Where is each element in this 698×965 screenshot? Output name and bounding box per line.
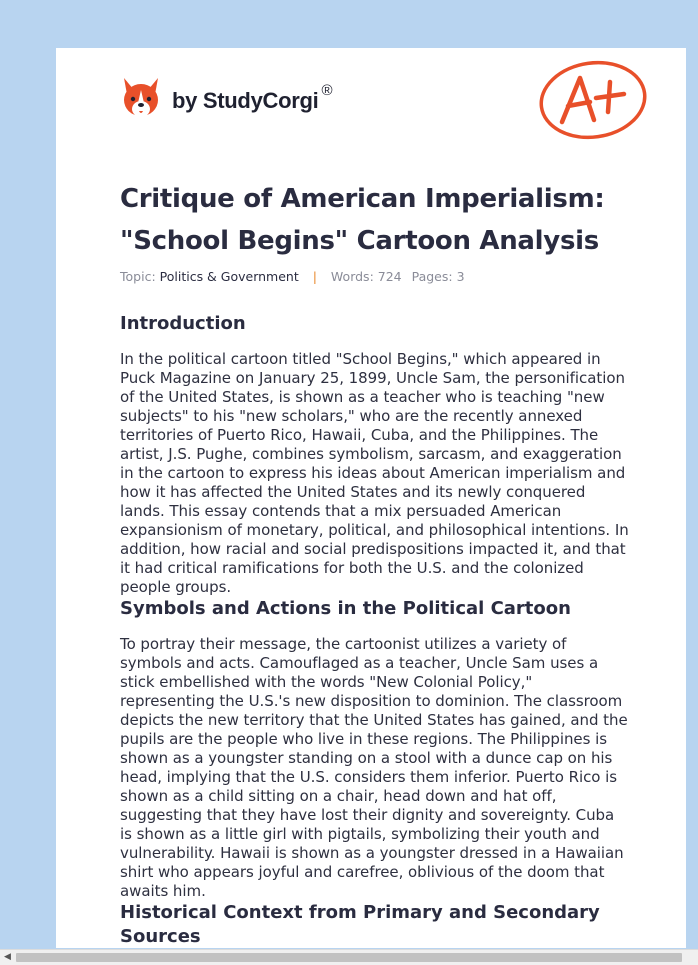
- registered-mark: ®: [321, 82, 333, 99]
- section-paragraph: To portray their message, the cartoonist utilizes a variety of symbols and acts. Camouflaged as a teacher, Uncle Sam uses a stick embellished with the words "New Colonial Policy," representing the U.S.'s new disposition to dominion. The classroom depicts the new territory that the United States has gained, and the pupils are the people who live in these regions. The Philippines is shown as a youngster standing on a stool with a dunce cap on his head, implying that the U.S. considers them inferior. Puerto Rico is shown as a child sitting on a chair, head down and hat off, suggesting that they have lost their dignity and sovereignty. Cuba is shown as a little girl with pigtails, symbolizing their youth and vulnerability. Hawaii is shown as a youngster dressed in a Hawaiian shirt who appears joyful and carefree, oblivious of the doom that awaits him.: [120, 635, 628, 900]
- scroll-left-arrow-icon[interactable]: ◀: [4, 952, 11, 962]
- words-count: 724: [377, 269, 402, 284]
- corgi-logo-icon: [120, 76, 162, 120]
- essay-content: [120, 312, 630, 948]
- pages-label: Pages:: [411, 269, 453, 284]
- brand-name: by StudyCorgi ®: [172, 82, 333, 113]
- scrollbar-thumb[interactable]: [16, 953, 682, 962]
- meta-separator: |: [312, 269, 317, 284]
- studycorgi-logo[interactable]: [120, 76, 332, 120]
- topic-link[interactable]: Politics & Government: [159, 269, 299, 284]
- section-heading: Historical Context from Primary and Secondary Sources: [120, 902, 600, 947]
- grade-a-plus-stamp: [538, 60, 648, 140]
- section-heading: Symbols and Actions in the Political Cartoon: [120, 598, 571, 619]
- document-page: [56, 48, 686, 948]
- section-paragraph: In the political cartoon titled "School Begins," which appeared in Puck Magazine on January 25, 1899, Uncle Sam, the personification of the United States, is shown as a teacher who is teaching "new subjects" to his "new scholars," who are the recently annexed territories of Puerto Rico, Hawaii, Cuba, and the Philippines. The artist, J.S. Pughe, combines symbolism, sarcasm, and exaggeration in the cartoon to express his ideas about American imperialism and how it has affected the United States and its newly conquered lands. This essay contends that a mix persuaded American expansionism of monetary, political, and philosophical intentions. In addition, how racial and social predispositions impacted it, and that it had critical ramifications for both the U.S. and the colonized people groups.: [120, 350, 629, 596]
- topic-label: Topic:: [120, 269, 156, 284]
- pages-count: 3: [456, 269, 465, 284]
- words-label: Words:: [330, 269, 374, 284]
- horizontal-scrollbar[interactable]: [0, 949, 698, 965]
- document-meta: [120, 269, 465, 284]
- section-heading: Introduction: [120, 313, 246, 334]
- page-title: Critique of American Imperialism: "School Begins" Cartoon Analysis: [120, 184, 605, 256]
